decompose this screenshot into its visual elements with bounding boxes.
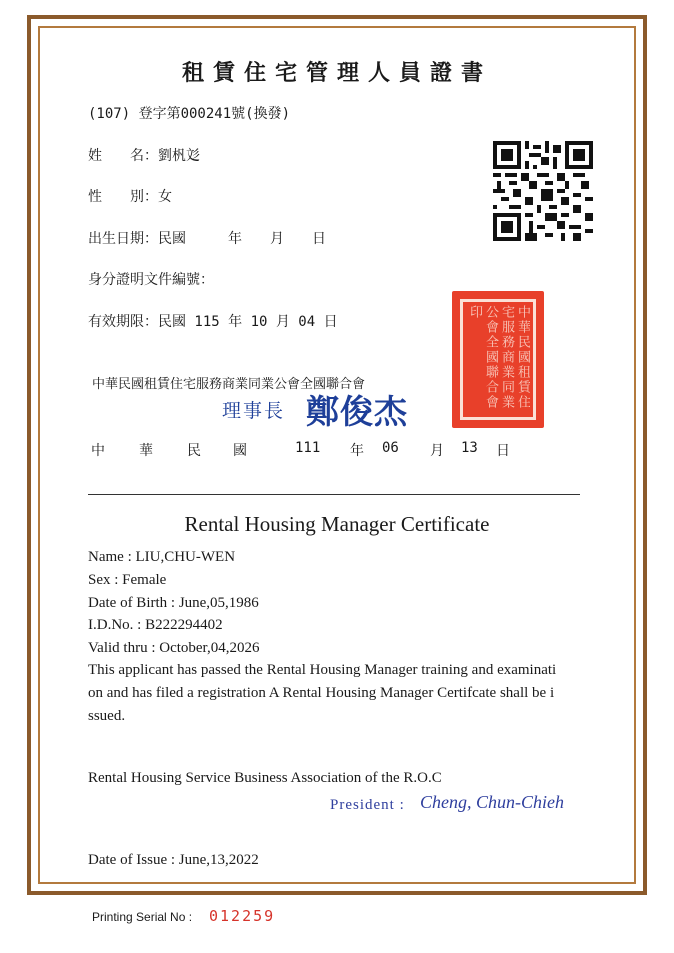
chairman-label: 理事長 xyxy=(222,400,286,422)
issue-date-zh-char: 華 xyxy=(139,443,153,459)
section-divider xyxy=(88,494,580,495)
issue-date-zh-char: 年 xyxy=(350,443,364,459)
certificate-title-zh: 租賃住宅管理人員證書 xyxy=(181,61,492,86)
chairman-signature: 鄭俊杰 xyxy=(306,392,408,431)
qr-code[interactable] xyxy=(493,141,593,241)
issue-date-zh-char: 國 xyxy=(233,443,247,459)
statement-line: on and has filed a registration A Rental Housing Manager Certifcate shall be i xyxy=(88,685,555,701)
field-label: 有效期限： xyxy=(88,314,158,330)
issue-date-zh-char: 日 xyxy=(496,443,510,459)
issue-date-zh-char: 民 xyxy=(187,443,201,459)
official-seal-stamp xyxy=(452,291,544,428)
field-label: 性 別： xyxy=(88,189,158,205)
statement-line: This applicant has passed the Rental Housing Manager training and examinati xyxy=(88,662,557,678)
field-birthdate-en: Date of Birth : June,05,1986 xyxy=(88,595,259,611)
field-sex-zh xyxy=(88,186,172,206)
field-label: 姓 名： xyxy=(88,148,158,164)
serial-number: 012259 xyxy=(209,907,276,925)
issue-date-zh-day: 13 xyxy=(461,440,478,456)
field-id-en: I.D.No. : B222294402 xyxy=(88,617,223,633)
field-value: 民國 115 年 10 月 04 日 xyxy=(158,314,338,330)
seal-script: 中華民國租賃住宅服務商業同業公會全國聯合會印 xyxy=(467,305,530,410)
certificate-title-en: Rental Housing Manager Certificate xyxy=(184,512,490,536)
serial-label: Printing Serial No : xyxy=(92,910,193,924)
field-label: 身分證明文件編號： xyxy=(88,272,214,288)
issue-date-en: Date of Issue : June,13,2022 xyxy=(88,852,259,868)
field-value: 劉杋彣 xyxy=(158,148,200,164)
field-id-zh xyxy=(88,269,214,289)
association-name-zh: 中華民國租賃住宅服務商業同業公會全國聯合會 xyxy=(92,377,366,392)
field-value: 民國 年 月 日 xyxy=(158,231,326,247)
field-value: 女 xyxy=(158,189,172,205)
president-signature: Cheng, Chun-Chieh xyxy=(420,792,564,812)
field-validity-zh xyxy=(88,311,338,331)
issue-date-zh-year: 111 xyxy=(295,440,321,456)
issue-date-zh-month: 06 xyxy=(382,440,399,456)
field-validity-en: Valid thru : October,04,2026 xyxy=(88,640,260,656)
field-birthdate-zh xyxy=(88,228,326,248)
president-label: President : xyxy=(330,797,405,813)
issue-date-zh-char: 中 xyxy=(91,443,105,459)
certificate-number: (107) 登字第000241號(換發) xyxy=(88,106,291,122)
issue-date-zh-char: 月 xyxy=(430,443,444,459)
field-sex-en: Sex : Female xyxy=(88,572,167,588)
association-name-en: Rental Housing Service Business Association of the R.O.C xyxy=(88,770,442,786)
statement-line: ssued. xyxy=(88,708,126,724)
field-name-en: Name : LIU,CHU-WEN xyxy=(88,549,236,565)
field-name-zh xyxy=(88,145,200,165)
field-label: 出生日期： xyxy=(88,231,158,247)
